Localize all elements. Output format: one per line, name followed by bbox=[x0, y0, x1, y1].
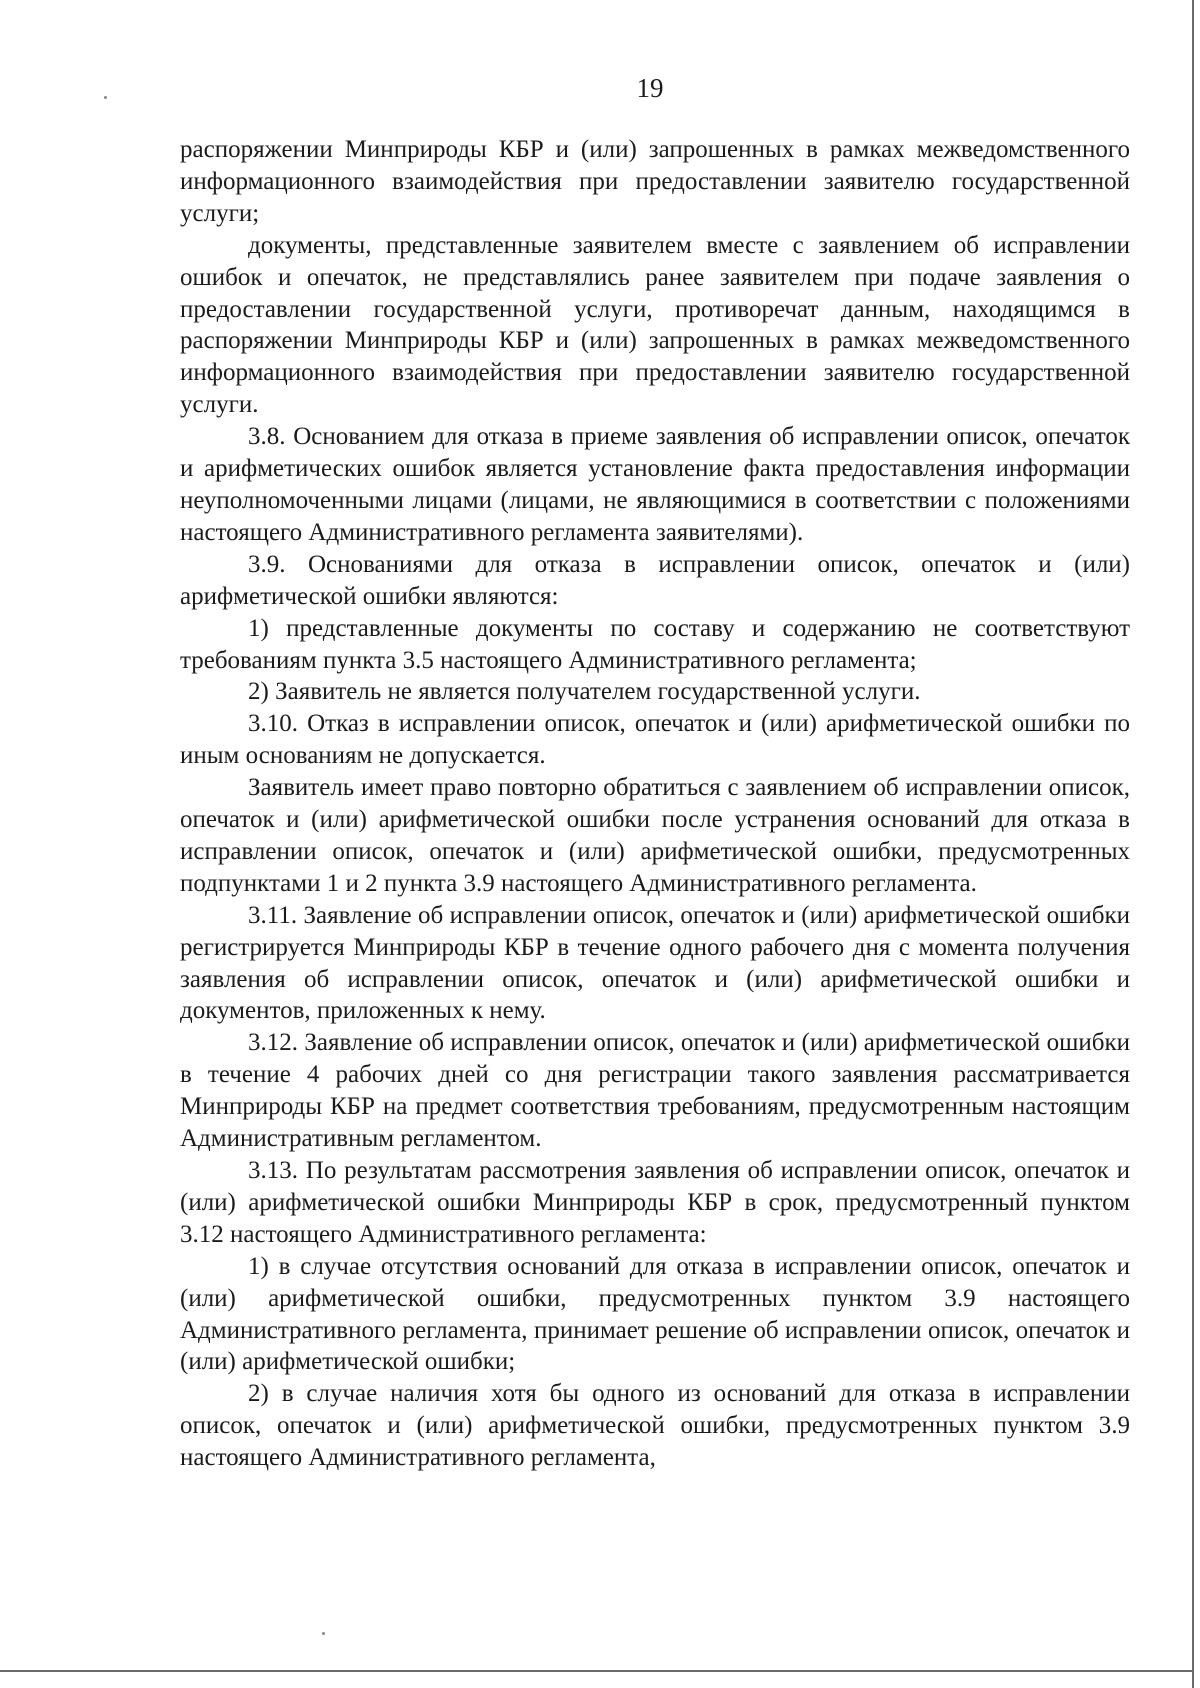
scan-edge-bottom bbox=[0, 1670, 1194, 1672]
paragraph-3-8: 3.8. Основанием для отказа в приеме заявления об исправлении описок, опечаток и арифметических ошибок является установление факта предоставления информации неуполномоченными лицами (лицами, не являющимися в соответствии с положениями настоящего Административного регламента заявителями). bbox=[180, 423, 1130, 546]
document-body bbox=[180, 134, 1130, 1474]
scan-speck bbox=[322, 1632, 325, 1635]
list-item: 1) в случае отсутствия оснований для отказа в исправлении описок, опечаток и (или) арифметической ошибки, предусмотренных пунктом 3.9 настоящего Административного регламента, принимает решение об исправлении описок, опечаток и (или) арифметической ошибки; bbox=[180, 1252, 1130, 1376]
paragraph-continuation: распоряжении Минприроды КБР и (или) запрошенных в рамках межведомственного информационного взаимодействия при предоставлении заявителю государственной услуги; bbox=[180, 136, 1130, 227]
paragraph-3-10: 3.10. Отказ в исправлении описок, опечаток и (или) арифметической ошибки по иным основаниям не допускается. bbox=[180, 710, 1130, 770]
paragraph: документы, представленные заявителем вместе с заявлением об исправлении ошибок и опечаток, не представлялись ранее заявителем при подаче заявления о предоставлении государственной услуги, противоречат данным, находящимся в распоряжении Минприроды КБР и (или) запрошенных в рамках межведомственного информационного взаимодействия при предоставлении заявителю государственной услуги. bbox=[180, 231, 1130, 419]
paragraph-3-13: 3.13. По результатам рассмотрения заявления об исправлении описок, опечаток и (или) арифметической ошибки Минприроды КБР в срок, предусмотренный пунктом 3.12 настоящего Административного регламента: bbox=[180, 1157, 1130, 1248]
paragraph: Заявитель имеет право повторно обратиться с заявлением об исправлении описок, опечаток и (или) арифметической ошибки после устранения оснований для отказа в исправлении описок, опечаток и (или) арифметической ошибки, предусмотренных подпунктами 1 и 2 пункта 3.9 настоящего Административного регламента. bbox=[180, 774, 1130, 897]
paragraph-3-11: 3.11. Заявление об исправлении описок, опечаток и (или) арифметической ошибки регистрируется Минприроды КБР в течение одного рабочего дня с момента получения заявления об исправлении описок, опечаток и (или) арифметической ошибки и документов, приложенных к нему. bbox=[180, 901, 1130, 1025]
paragraph-3-12: 3.12. Заявление об исправлении описок, опечаток и (или) арифметической ошибки в течение 4 рабочих дней со дня регистрации такого заявления рассматривается Минприроды КБР на предмет соответствия требованиям, предусмотренным настоящим Административным регламентом. bbox=[180, 1029, 1130, 1153]
list-item: 1) представленные документы по составу и содержанию не соответствуют требованиям пункта 3.5 настоящего Административного регламента; bbox=[180, 614, 1130, 674]
scan-edge-right bbox=[1192, 0, 1194, 1688]
page-number: 19 bbox=[636, 73, 664, 103]
list-item: 2) в случае наличия хотя бы одного из оснований для отказа в исправлении описок, опечаток и (или) арифметической ошибки, предусмотренных пунктом 3.9 настоящего Административного регламента, bbox=[180, 1380, 1130, 1472]
list-item: 2) Заявитель не является получателем государственной услуги. bbox=[248, 678, 921, 706]
paragraph-3-9: 3.9. Основаниями для отказа в исправлении описок, опечаток и (или) арифметической ошибки являются: bbox=[180, 550, 1130, 610]
